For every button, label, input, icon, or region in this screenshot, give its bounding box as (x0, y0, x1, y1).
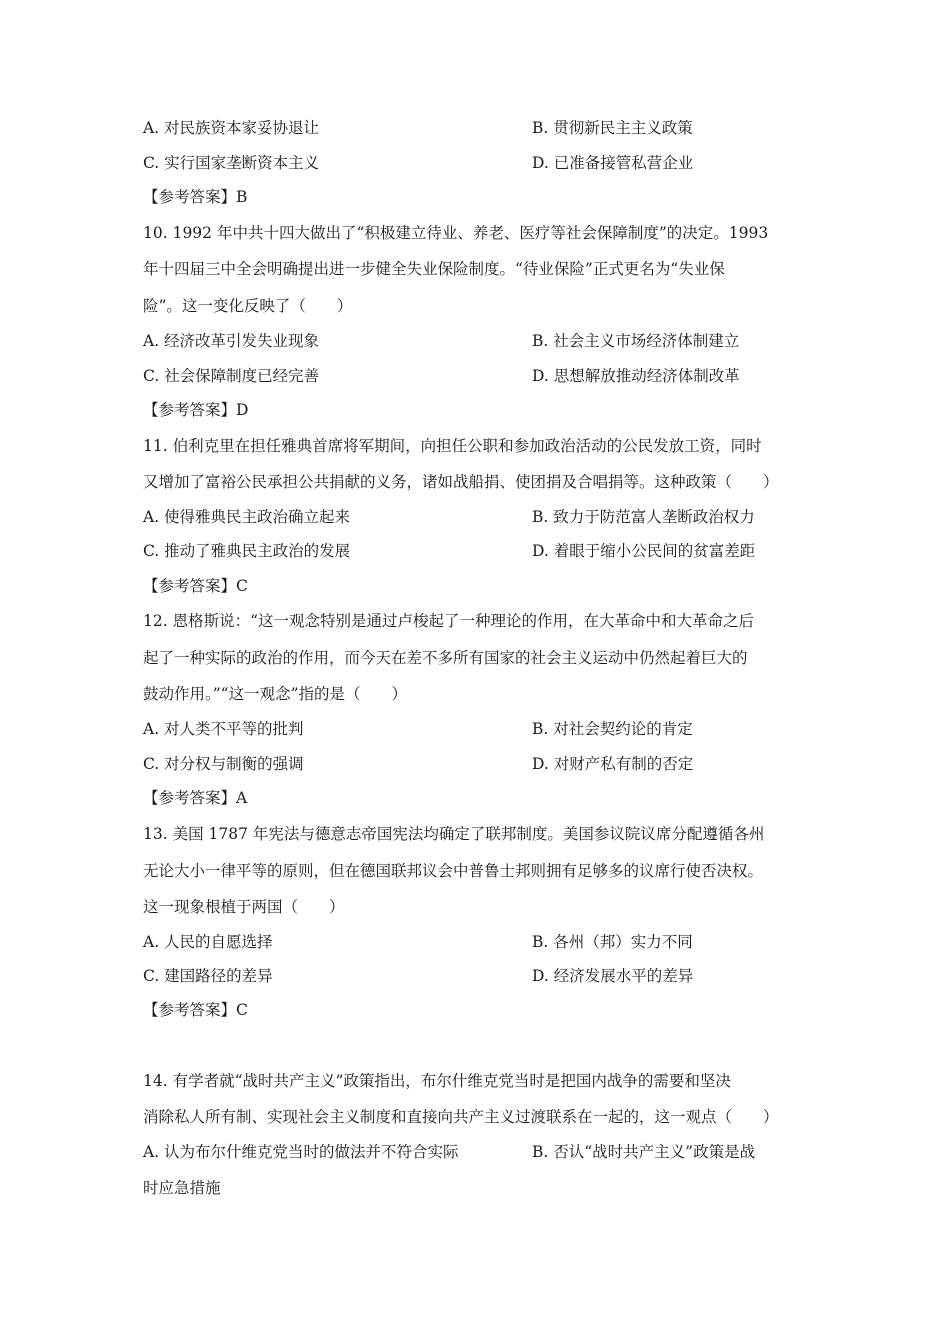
q11-option-b: B. 致力于防范富人垄断政治权力 (532, 508, 755, 526)
q10-stem-line1: 10. 1992 年中共十四大做出了“积极建立待业、养老、医疗等社会保障制度”的决定。1993 (143, 224, 769, 242)
q12-answer: 【参考答案】A (143, 789, 248, 807)
q12-option-b: B. 对社会契约论的肯定 (532, 720, 693, 738)
q9-option-d: D. 已准备接管私营企业 (532, 154, 694, 172)
q14-stem-line2: 消除私人所有制、实现社会主义制度和直接向共产主义过渡联系在一起的，这一观点（ ） (143, 1108, 779, 1126)
q13-stem-line3: 这一现象根植于两国（ ） (143, 898, 345, 916)
q10-answer: 【参考答案】D (143, 401, 249, 419)
q13-option-d: D. 经济发展水平的差异 (532, 967, 694, 985)
q13-option-b: B. 各州（邦）实力不同 (532, 933, 693, 951)
q14-stem-line1: 14. 有学者就“战时共产主义”政策指出，布尔什维克党当时是把国内战争的需要和坚决 (143, 1072, 731, 1090)
q14-option-b-line1: B. 否认“战时共产主义”政策是战 (532, 1143, 756, 1161)
q10-option-c: C. 社会保障制度已经完善 (143, 367, 320, 385)
q10-stem-line3: 险”。这一变化反映了（ ） (143, 297, 353, 315)
q13-option-c: C. 建国路径的差异 (143, 967, 273, 985)
q10-option-d: D. 思想解放推动经济体制改革 (532, 367, 740, 385)
q13-answer: 【参考答案】C (143, 1001, 248, 1019)
q12-option-c: C. 对分权与制衡的强调 (143, 755, 304, 773)
q14-option-b-line2: 时应急措施 (143, 1179, 221, 1197)
q11-option-a: A. 使得雅典民主政治确立起来 (143, 508, 351, 526)
q13-option-a: A. 人民的自愿选择 (143, 933, 273, 951)
q10-stem-line2: 年十四届三中全会明确提出进一步健全失业保险制度。“待业保险”正式更名为“失业保 (143, 260, 725, 278)
q14-option-a: A. 认为布尔什维克党当时的做法并不符合实际 (143, 1143, 459, 1161)
q10-option-a: A. 经济改革引发失业现象 (143, 332, 320, 350)
q13-stem-line2: 无论大小一律平等的原则，但在德国联邦议会中普鲁士邦则拥有足够多的议席行使否决权。 (143, 862, 764, 880)
q9-answer: 【参考答案】B (143, 188, 248, 206)
q11-stem-line1: 11. 伯利克里在担任雅典首席将军期间，向担任公职和参加政治活动的公民发放工资，同时 (143, 437, 762, 455)
q9-option-c: C. 实行国家垄断资本主义 (143, 154, 320, 172)
q12-option-a: A. 对人类不平等的批判 (143, 720, 304, 738)
q9-option-a: A. 对民族资本家妥协退让 (143, 119, 320, 137)
q11-answer: 【参考答案】C (143, 577, 248, 595)
q12-stem-line2: 起了一种实际的政治的作用，而今天在差不多所有国家的社会主义运动中仍然起着巨大的 (143, 649, 748, 667)
q11-stem-line2: 又增加了富裕公民承担公共捐献的义务，诸如战船捐、使团捐及合唱捐等。这种政策（ ） (143, 473, 779, 491)
q12-option-d: D. 对财产私有制的否定 (532, 755, 694, 773)
q12-stem-line1: 12. 恩格斯说：“这一观念特别是通过卢梭起了一种理论的作用，在大革命中和大革命之后 (143, 612, 755, 630)
q11-option-d: D. 着眼于缩小公民间的贫富差距 (532, 542, 756, 560)
q13-stem-line1: 13. 美国 1787 年宪法与德意志帝国宪法均确定了联邦制度。美国参议院议席分配遵循各州 (143, 825, 765, 843)
q9-option-b: B. 贯彻新民主主义政策 (532, 119, 693, 137)
q11-option-c: C. 推动了雅典民主政治的发展 (143, 542, 351, 560)
q12-stem-line3: 鼓动作用。”“这一观念”指的是（ ） (143, 685, 408, 703)
q10-option-b: B. 社会主义市场经济体制建立 (532, 332, 740, 350)
